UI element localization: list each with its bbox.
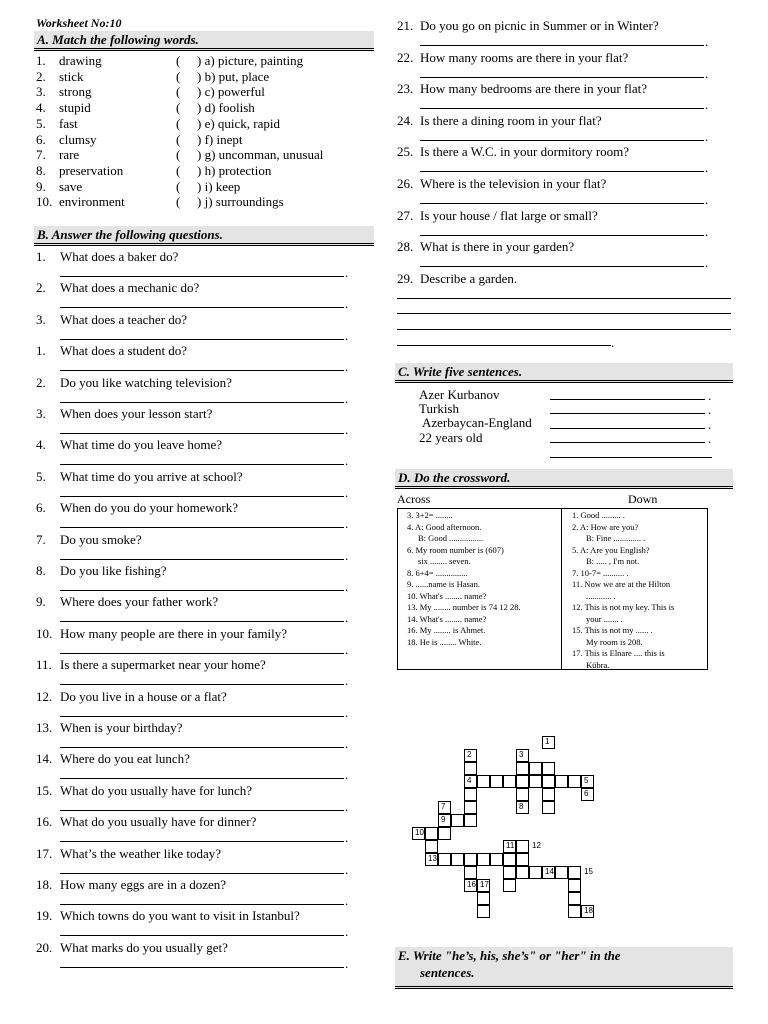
- answer-line[interactable]: [420, 203, 704, 204]
- match-definition: ) j) surroundings: [197, 194, 284, 210]
- question-number: 6.: [36, 500, 46, 516]
- period: .: [708, 388, 712, 403]
- question-number: 8.: [36, 563, 46, 578]
- match-number: 4.: [36, 100, 46, 116]
- question-number: 26.: [397, 176, 414, 191]
- match-definition: ) f) inept: [197, 131, 243, 147]
- period: .: [345, 861, 349, 877]
- down-clue: 17. This is Elnare .... this is: [572, 648, 665, 658]
- crossword-cell[interactable]: [516, 775, 529, 788]
- match-bracket[interactable]: (: [176, 178, 181, 194]
- across-clue: six ........ seven.: [418, 556, 471, 566]
- match-word: rare: [59, 147, 80, 163]
- crossword-cell[interactable]: [477, 853, 490, 866]
- match-number: 10.: [36, 194, 53, 210]
- answer-line[interactable]: [60, 904, 344, 905]
- question-number: 2.: [36, 374, 46, 390]
- crossword-cell[interactable]: [529, 775, 542, 788]
- question-text: What do you usually have for lunch?: [60, 782, 253, 798]
- crossword-cell[interactable]: [529, 762, 542, 775]
- period: .: [345, 453, 349, 469]
- question-number: 15.: [36, 782, 53, 798]
- sentence-prompt: 22 years old: [419, 430, 483, 445]
- across-clue: 16. My ........ is Ahmet.: [407, 625, 486, 635]
- answer-line[interactable]: [420, 108, 704, 109]
- match-number: 9.: [36, 178, 46, 194]
- down-clue: 2. A: How are you?: [572, 521, 639, 532]
- sentence-prompt: Turkish: [419, 401, 459, 416]
- crossword-cell[interactable]: [503, 866, 516, 879]
- down-clue: Kübra.: [586, 659, 610, 670]
- period: .: [708, 431, 712, 446]
- period: .: [705, 65, 709, 81]
- crossword-cell[interactable]: [464, 814, 477, 827]
- crossword-cell[interactable]: [438, 827, 451, 840]
- question-number: 10.: [36, 625, 53, 641]
- crossword-cell[interactable]: [568, 905, 581, 918]
- question-text: When is your birthday?: [60, 720, 183, 735]
- clues-table: [397, 508, 708, 670]
- crossword-cell[interactable]: [425, 840, 438, 853]
- question-number: 24.: [397, 112, 414, 128]
- period: .: [345, 704, 349, 720]
- crossword-cell[interactable]: [464, 866, 477, 879]
- period: .: [345, 390, 349, 406]
- answer-line[interactable]: [420, 45, 704, 46]
- match-number: 7.: [36, 147, 46, 163]
- match-number: 5.: [36, 115, 46, 131]
- crossword-cell[interactable]: [451, 814, 464, 827]
- crossword-cell[interactable]: [464, 801, 477, 814]
- section-c-title: C. Write five sentences.: [395, 363, 733, 383]
- crossword-cell[interactable]: [464, 762, 477, 775]
- answer-line[interactable]: [60, 684, 344, 685]
- down-clue: 12. This is not my key. This is: [572, 602, 675, 612]
- down-clue: 15. This is not my ...... .: [572, 625, 653, 635]
- question-text: What’s the weather like today?: [60, 845, 221, 861]
- question-number: 12.: [36, 688, 53, 704]
- question-text: What does a student do?: [60, 343, 188, 359]
- match-word: save: [59, 178, 83, 194]
- crossword-clue-number: 10: [415, 828, 424, 837]
- match-definition: ) c) powerful: [197, 84, 265, 100]
- answer-line[interactable]: [60, 590, 344, 591]
- across-clue: 13. My ........ number is 74 12 28.: [407, 602, 521, 612]
- question-number: 18.: [36, 877, 53, 892]
- crossword-cell[interactable]: [555, 775, 568, 788]
- match-bracket[interactable]: (: [176, 84, 181, 100]
- crossword-cell[interactable]: [503, 879, 516, 892]
- answer-line[interactable]: [420, 266, 704, 267]
- crossword-cell[interactable]: [477, 892, 490, 905]
- question-text: How many rooms are there in your flat?: [420, 49, 629, 65]
- question-text: Do you live in a house or a flat?: [60, 688, 227, 704]
- question-text: What marks do you usually get?: [60, 939, 228, 955]
- answer-line[interactable]: [60, 747, 344, 748]
- match-definition: ) i) keep: [197, 178, 241, 194]
- period: .: [345, 610, 349, 626]
- period: .: [705, 223, 709, 239]
- crossword-cell[interactable]: [568, 775, 581, 788]
- match-word: clumsy: [59, 131, 97, 147]
- period: .: [611, 335, 615, 350]
- question-number: 27.: [397, 207, 414, 223]
- period: .: [345, 265, 349, 280]
- answer-line[interactable]: [397, 313, 731, 314]
- question-text: Is there a W.C. in your dormitory room?: [420, 144, 630, 160]
- crossword-cell[interactable]: [516, 788, 529, 801]
- answer-line[interactable]: [397, 298, 731, 299]
- down-clue: ............ .: [586, 590, 616, 601]
- answer-line[interactable]: [60, 339, 344, 340]
- across-clue: 4. A: Good afternoon.: [407, 521, 482, 532]
- crossword-clue-number: 7: [441, 802, 446, 811]
- answer-line[interactable]: [420, 140, 704, 141]
- down-clue: 1. Good ......... .: [572, 510, 625, 520]
- across-clue: 18. He is ........ White.: [407, 636, 482, 647]
- crossword-clue-number: 13: [428, 854, 437, 863]
- answer-line[interactable]: [60, 402, 344, 403]
- crossword-cell[interactable]: [503, 775, 516, 788]
- answer-line[interactable]: [60, 621, 344, 622]
- question-text: What is there in your garden?: [420, 239, 575, 255]
- answer-line[interactable]: [420, 77, 704, 78]
- answer-line[interactable]: [60, 433, 344, 434]
- answer-line[interactable]: [60, 967, 344, 968]
- answer-line[interactable]: [550, 399, 705, 400]
- crossword-cell[interactable]: [516, 762, 529, 775]
- period: .: [705, 128, 709, 144]
- question-text: Where is the television in your flat?: [420, 176, 607, 191]
- period: .: [345, 359, 349, 375]
- period: .: [345, 893, 349, 908]
- across-clue: 14. What's ........ name?: [407, 613, 487, 624]
- crossword-cell[interactable]: [516, 866, 529, 879]
- crossword-cell[interactable]: [529, 866, 542, 879]
- crossword-clue-number: 9: [441, 815, 446, 824]
- crossword-clue-number: 14: [545, 867, 554, 876]
- question-number: 2.: [36, 280, 46, 296]
- question-text: Do you like fishing?: [60, 563, 167, 578]
- crossword-cell[interactable]: [503, 853, 516, 866]
- question-text: How many eggs are in a dozen?: [60, 877, 227, 892]
- question-number: 13.: [36, 720, 53, 735]
- match-word: drawing: [59, 53, 102, 68]
- match-bracket[interactable]: (: [176, 53, 181, 68]
- match-bracket[interactable]: (: [176, 194, 181, 210]
- across-clue: 6. My room number is (607): [407, 544, 504, 555]
- period: .: [708, 402, 712, 417]
- crossword-clue-number: 8: [519, 802, 524, 811]
- question-number: 20.: [36, 939, 53, 955]
- match-definition: ) d) foolish: [197, 100, 255, 116]
- match-number: 3.: [36, 84, 46, 100]
- sentence-prompt: Azer Kurbanov: [419, 387, 500, 402]
- crossword-cell[interactable]: [425, 827, 438, 840]
- question-text: What does a mechanic do?: [60, 280, 200, 296]
- period: .: [345, 830, 349, 846]
- question-number: 19.: [36, 908, 53, 924]
- match-number: 6.: [36, 131, 46, 147]
- match-bracket[interactable]: (: [176, 131, 181, 147]
- across-label: Across: [397, 492, 431, 506]
- question-text: What does a baker do?: [60, 249, 179, 264]
- answer-line[interactable]: [60, 653, 344, 654]
- question-text: Describe a garden.: [420, 270, 518, 286]
- match-bracket[interactable]: (: [176, 68, 181, 84]
- crossword-cell[interactable]: [542, 801, 555, 814]
- answer-line[interactable]: [60, 716, 344, 717]
- match-definition: ) e) quick, rapid: [197, 115, 281, 131]
- crossword-cell[interactable]: [555, 866, 568, 879]
- question-number: 21.: [397, 18, 414, 33]
- question-number: 1.: [36, 249, 46, 264]
- question-number: 5.: [36, 468, 46, 484]
- crossword-clue-number: 16: [467, 880, 476, 889]
- period: .: [345, 955, 349, 971]
- question-number: 14.: [36, 751, 53, 767]
- crossword-clue-number: 17: [480, 880, 489, 889]
- question-number: 1.: [36, 343, 46, 359]
- answer-line[interactable]: [60, 370, 344, 371]
- down-label: Down: [628, 492, 658, 506]
- match-word: stupid: [59, 100, 91, 116]
- crossword-cell[interactable]: [451, 853, 464, 866]
- match-bracket[interactable]: (: [176, 162, 181, 178]
- crossword-cell[interactable]: [516, 840, 529, 853]
- question-text: What do you usually have for dinner?: [60, 814, 257, 830]
- question-text: When does your lesson start?: [60, 406, 213, 421]
- crossword-clue-number: 3: [519, 750, 524, 759]
- answer-line[interactable]: [60, 496, 344, 497]
- crossword-clue-number: 12: [532, 841, 541, 850]
- crossword-clue-number: 5: [584, 776, 589, 785]
- crossword-cell[interactable]: [542, 788, 555, 801]
- question-text: What time do you leave home?: [60, 437, 223, 453]
- section-e-title: [395, 947, 733, 989]
- match-definition: ) b) put, place: [197, 68, 270, 84]
- match-number: 8.: [36, 162, 46, 178]
- crossword-clue-number: 15: [584, 867, 593, 876]
- answer-line[interactable]: [550, 442, 705, 443]
- period: .: [345, 579, 349, 594]
- match-word: fast: [59, 115, 78, 131]
- question-text: When do you do your homework?: [60, 500, 238, 516]
- period: .: [708, 417, 712, 432]
- question-text: Is there a supermarket near your home?: [60, 657, 266, 673]
- sentence-prompt: Azerbaycan-England: [422, 415, 532, 430]
- period: .: [345, 484, 349, 500]
- answer-line[interactable]: [60, 527, 344, 528]
- question-text: Do you like watching television?: [60, 374, 232, 390]
- question-number: 23.: [397, 81, 414, 97]
- section-e-title-line1: E. Write "he’s, his, she’s" or "her" in the: [398, 948, 621, 963]
- section-e-title-line2: sentences.: [420, 965, 475, 980]
- across-clue: 10. What's ........ name?: [407, 590, 487, 601]
- question-number: 16.: [36, 814, 53, 830]
- match-bracket[interactable]: (: [176, 115, 181, 131]
- down-clue: your ....... .: [586, 613, 623, 624]
- answer-line[interactable]: [60, 307, 344, 308]
- answer-line[interactable]: [60, 935, 344, 936]
- crossword-clue-number: 1: [545, 737, 550, 746]
- crossword-cell[interactable]: [477, 775, 490, 788]
- match-definition: ) g) uncomman, unusual: [197, 147, 324, 163]
- crossword-cell[interactable]: [490, 775, 503, 788]
- period: .: [345, 296, 349, 312]
- question-number: 29.: [397, 270, 414, 286]
- question-number: 9.: [36, 594, 46, 610]
- period: .: [705, 97, 709, 113]
- answer-line[interactable]: [550, 428, 705, 429]
- question-text: How many people are there in your family?: [60, 625, 288, 641]
- answer-line[interactable]: [550, 413, 705, 414]
- down-clue: 5. A: Are you English?: [572, 544, 650, 555]
- question-text: What time do you arrive at school?: [60, 468, 243, 484]
- crossword-cell[interactable]: [568, 879, 581, 892]
- match-number: 1.: [36, 53, 46, 68]
- worksheet-number: Worksheet No:10: [36, 16, 122, 30]
- question-number: 25.: [397, 144, 414, 160]
- answer-line[interactable]: [397, 345, 611, 346]
- question-text: Where do you eat lunch?: [60, 751, 190, 767]
- match-definition: ) h) protection: [197, 162, 272, 178]
- question-text: Where does your father work?: [60, 594, 219, 610]
- crossword-cell[interactable]: [477, 905, 490, 918]
- section-b-title: B. Answer the following questions.: [34, 226, 374, 246]
- period: .: [345, 924, 349, 940]
- across-clue: 3. 3+2= ........: [407, 510, 453, 520]
- question-number: 28.: [397, 239, 414, 255]
- period: .: [705, 255, 709, 271]
- match-word: environment: [59, 194, 125, 210]
- question-text: Is your house / flat large or small?: [420, 207, 598, 223]
- answer-line[interactable]: [60, 810, 344, 811]
- answer-line[interactable]: [60, 559, 344, 560]
- period: .: [345, 673, 349, 689]
- across-clue: B: Good ................: [418, 533, 484, 543]
- question-number: 17.: [36, 845, 53, 861]
- answer-line[interactable]: [60, 778, 344, 779]
- answer-line[interactable]: [60, 841, 344, 842]
- match-bracket[interactable]: (: [176, 147, 181, 163]
- question-number: 3.: [36, 406, 46, 421]
- period: .: [705, 160, 709, 176]
- crossword-cell[interactable]: [568, 892, 581, 905]
- question-text: Which towns do you want to visit in Istanbul?: [60, 908, 300, 924]
- crossword-cell[interactable]: [438, 853, 451, 866]
- crossword-cell[interactable]: [568, 866, 581, 879]
- period: .: [345, 516, 349, 532]
- answer-line[interactable]: [60, 873, 344, 874]
- crossword-clue-number: 6: [584, 789, 589, 798]
- question-number: 22.: [397, 49, 414, 65]
- section-d-title: D. Do the crossword.: [395, 469, 733, 489]
- answer-line[interactable]: [420, 235, 704, 236]
- match-bracket[interactable]: (: [176, 100, 181, 116]
- crossword-cell[interactable]: [464, 788, 477, 801]
- answer-line[interactable]: [60, 276, 344, 277]
- period: .: [345, 736, 349, 751]
- down-clue: B: ..... , I'm not.: [586, 556, 640, 566]
- crossword-clue-number: 4: [467, 776, 472, 785]
- crossword-cell[interactable]: [542, 775, 555, 788]
- crossword-clue-number: 11: [506, 841, 515, 850]
- question-text: Is there a dining room in your flat?: [420, 112, 602, 128]
- section-a-title: A. Match the following words.: [34, 31, 374, 51]
- match-word: strong: [59, 84, 92, 100]
- match-word: stick: [59, 68, 84, 84]
- match-definition: ) a) picture, painting: [197, 53, 304, 68]
- period: .: [345, 422, 349, 437]
- across-clue: 8. 6+4= ...............: [407, 567, 468, 578]
- period: .: [345, 798, 349, 814]
- period: .: [345, 327, 349, 343]
- period: .: [345, 767, 349, 783]
- crossword-clue-number: 2: [467, 750, 472, 759]
- down-clue: 7. 10-7= .......... .: [572, 567, 629, 578]
- answer-line[interactable]: [550, 457, 712, 458]
- across-clue: 9. ......name is Hasan.: [407, 579, 480, 589]
- crossword-cell[interactable]: [516, 853, 529, 866]
- down-clue: B: Fine ............. .: [586, 533, 646, 543]
- down-clue: My room is 208.: [586, 636, 643, 647]
- answer-line[interactable]: [60, 464, 344, 465]
- match-number: 2.: [36, 68, 46, 84]
- question-text: What does a teacher do?: [60, 311, 188, 327]
- period: .: [705, 34, 709, 49]
- answer-line[interactable]: [420, 171, 704, 172]
- match-word: preservation: [59, 162, 124, 178]
- crossword-cell[interactable]: [464, 853, 477, 866]
- question-number: 4.: [36, 437, 46, 453]
- question-number: 11.: [36, 657, 52, 673]
- answer-line[interactable]: [397, 329, 731, 330]
- crossword-clue-number: 18: [584, 906, 593, 915]
- down-clue: 11. Now we are at the Hilton: [572, 579, 671, 589]
- question-text: Do you go on picnic in Summer or in Winter?: [420, 18, 659, 33]
- question-number: 7.: [36, 531, 46, 547]
- question-text: How many bedrooms are there in your flat?: [420, 81, 648, 97]
- period: .: [345, 641, 349, 657]
- question-number: 3.: [36, 311, 46, 327]
- crossword-cell[interactable]: [490, 853, 503, 866]
- period: .: [345, 547, 349, 563]
- period: .: [705, 192, 709, 207]
- crossword-cell[interactable]: [542, 762, 555, 775]
- question-text: Do you smoke?: [60, 531, 142, 547]
